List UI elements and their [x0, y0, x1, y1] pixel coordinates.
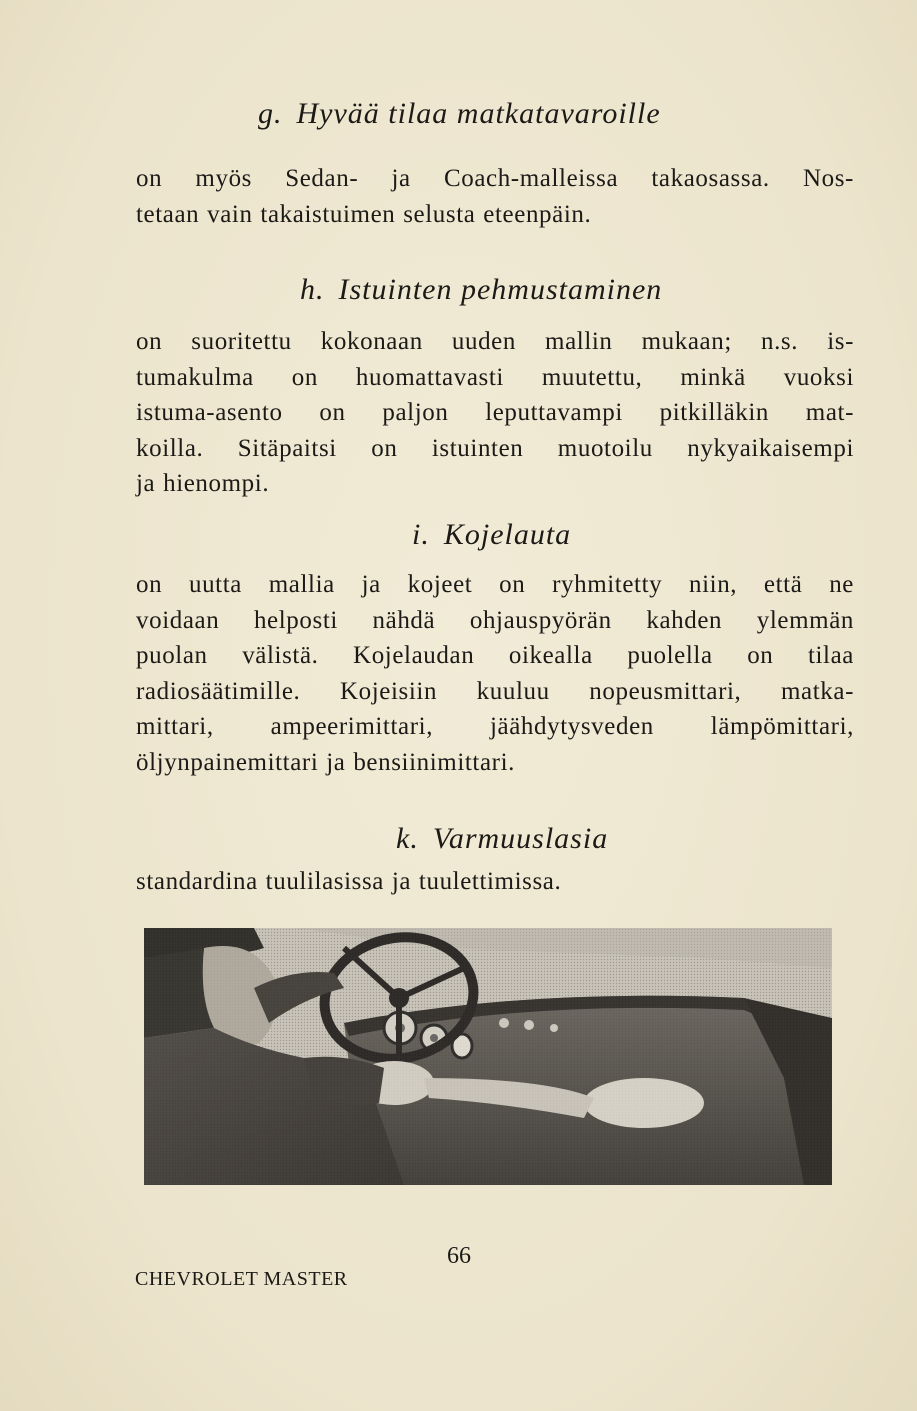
paragraph-line: voidaan helposti nähdä ohjauspyörän kahden ylemmän	[136, 606, 854, 634]
paragraph-line: on myös Sedan- ja Coach-malleissa takaosassa. Nos-	[136, 165, 854, 192]
paragraph-line: mittari, ampeerimittari, jäähdytysveden lämpömittari,	[136, 713, 854, 740]
paragraph-line: puolan välistä. Kojelaudan oikealla puolella on tilaa	[136, 642, 854, 669]
paragraph-line: istuma-asento on paljon leputtavampi pitkilläkin mat-	[136, 399, 854, 426]
section-h-heading	[300, 275, 662, 305]
section-title: Istuinten pehmustaminen	[338, 273, 663, 306]
section-g-paragraph	[136, 161, 854, 232]
page-number: 66	[447, 1243, 471, 1269]
paragraph-line: on suoritettu kokonaan uuden mallin mukaan; n.s. is-	[136, 328, 854, 355]
section-k-heading	[396, 824, 608, 854]
footer-title: CHEVROLET MASTER	[135, 1268, 348, 1290]
paragraph-line: on uutta mallia ja kojeet on ryhmitetty niin, että ne	[136, 571, 854, 598]
section-letter: i.	[412, 518, 430, 551]
paragraph-line: tumakulma on huomattavasti muutettu, minkä vuoksi	[136, 363, 854, 391]
dashboard-photo-illustration	[144, 928, 832, 1185]
paragraph-line: tetaan vain takaistuimen selusta eteenpäin.	[136, 200, 592, 228]
section-letter: g.	[258, 97, 283, 130]
section-title: Hyvää tilaa matkatavaroille	[296, 97, 661, 130]
section-letter: h.	[300, 273, 325, 306]
section-title: Varmuuslasia	[432, 822, 609, 855]
section-letter: k.	[396, 822, 419, 855]
section-title: Kojelauta	[443, 518, 572, 551]
section-i-paragraph	[136, 567, 854, 780]
paragraph-line: standardina tuulilasissa ja tuulettimissa.	[136, 868, 562, 895]
paragraph-line: radiosäätimille. Kojeisiin kuuluu nopeusmittari, matka-	[136, 677, 854, 705]
section-h-paragraph	[136, 324, 854, 502]
paragraph-line: öljynpainemittari ja bensiinimittari.	[136, 748, 515, 776]
section-k-paragraph	[136, 864, 854, 900]
dashboard-photo	[144, 928, 832, 1185]
paragraph-line: koilla. Sitäpaitsi on istuinten muotoilu nykyaikaisempi	[136, 434, 854, 462]
paragraph-line: ja hienompi.	[136, 470, 270, 497]
section-i-heading	[412, 520, 571, 550]
section-g-heading	[258, 99, 661, 129]
